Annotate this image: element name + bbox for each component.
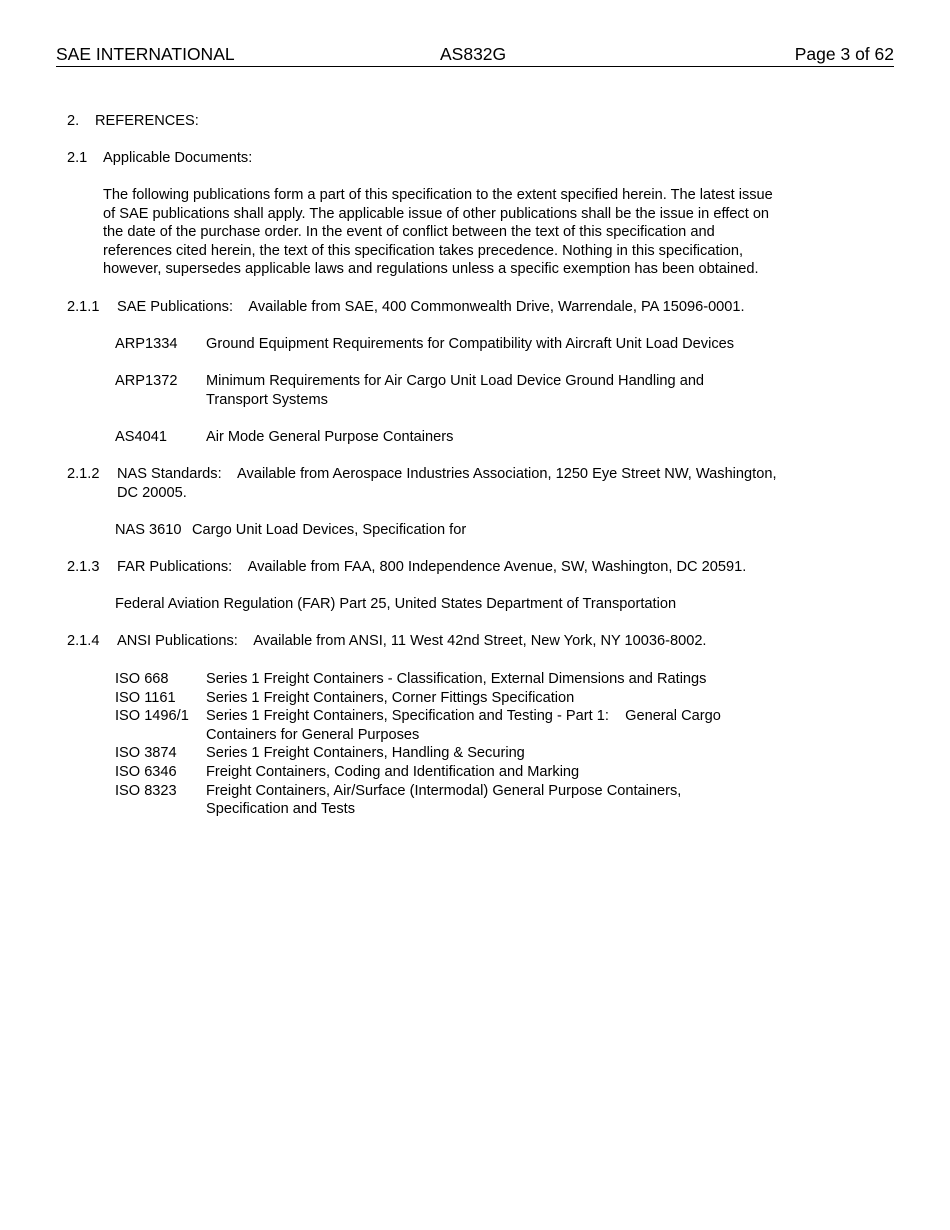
- applicable-documents-paragraph: [103, 186, 773, 279]
- reference-title: Cargo Unit Load Devices, Specification for: [192, 522, 467, 538]
- reference-id: ARP1372: [115, 373, 178, 389]
- paragraph-line: the date of the purchase order. In the event of conflict between the text of this specification and: [103, 224, 715, 241]
- subsection-title: Applicable Documents:: [103, 150, 253, 166]
- ansi-number: 2.1.4: [67, 633, 100, 649]
- ansi-text: ANSI Publications: Available from ANSI, 11 West 42nd Street, New York, NY 10036-8002.: [117, 633, 707, 649]
- reference-title: Ground Equipment Requirements for Compatibility with Aircraft Unit Load Devices: [206, 336, 735, 352]
- sae-text: SAE Publications: Available from SAE, 400 Commonwealth Drive, Warrendale, PA 15096-0001.: [117, 299, 745, 315]
- section-number: 2.: [67, 113, 80, 129]
- section-title: REFERENCES:: [95, 113, 199, 129]
- reference-id: ISO 6346: [115, 764, 177, 780]
- reference-title-cont: Transport Systems: [206, 392, 328, 408]
- reference-title: Series 1 Freight Containers, Handling & Securing: [206, 745, 525, 761]
- reference-id: ISO 1161: [115, 690, 176, 706]
- nas-number: 2.1.2: [67, 466, 100, 482]
- reference-title: Freight Containers, Air/Surface (Intermodal) General Purpose Containers,: [206, 783, 682, 799]
- sae-number: 2.1.1: [67, 299, 100, 315]
- far-document: Federal Aviation Regulation (FAR) Part 25, United States Department of Transportation: [115, 596, 677, 612]
- subsection-number: 2.1: [67, 150, 88, 166]
- header-org: SAE INTERNATIONAL: [56, 44, 235, 64]
- paragraph-line: however, supersedes applicable laws and regulations unless a specific exemption has been obtained.: [103, 261, 759, 278]
- reference-id: ISO 1496/1: [115, 708, 189, 724]
- far-text: FAR Publications: Available from FAA, 800 Independence Avenue, SW, Washington, DC 20591.: [117, 559, 747, 575]
- reference-id: ISO 668: [115, 671, 169, 687]
- paragraph-line: of SAE publications shall apply. The applicable issue of other publications shall be the issue in effect on: [103, 205, 770, 222]
- nas-text: NAS Standards: Available from Aerospace Industries Association, 1250 Eye Street NW, Washington,: [117, 466, 777, 482]
- paragraph-line: The following publications form a part of this specification to the extent specified herein. The latest issue: [103, 187, 773, 203]
- page-header: [56, 44, 894, 67]
- reference-id: ISO 8323: [115, 783, 177, 799]
- reference-id: ISO 3874: [115, 745, 177, 761]
- reference-title: Series 1 Freight Containers - Classification, External Dimensions and Ratings: [206, 671, 707, 687]
- reference-id: AS4041: [115, 429, 167, 445]
- reference-title: Minimum Requirements for Air Cargo Unit Load Device Ground Handling and: [206, 373, 705, 389]
- far-number: 2.1.3: [67, 559, 100, 575]
- reference-title: Series 1 Freight Containers, Specification and Testing - Part 1: General Cargo: [206, 708, 721, 724]
- header-doc-number: AS832G: [440, 44, 507, 64]
- nas-text-cont: DC 20005.: [117, 485, 187, 501]
- paragraph-line: references cited herein, the text of this specification takes precedence. Nothing in this specification,: [103, 242, 744, 259]
- header-page-number: Page 3 of 62: [794, 44, 894, 64]
- reference-title: Series 1 Freight Containers, Corner Fittings Specification: [206, 690, 575, 706]
- reference-id: NAS 3610: [115, 522, 182, 538]
- reference-id: ARP1334: [115, 336, 178, 352]
- reference-title-cont: Specification and Tests: [206, 801, 356, 817]
- reference-title: Air Mode General Purpose Containers: [206, 429, 454, 445]
- reference-title-cont: Containers for General Purposes: [206, 727, 420, 743]
- reference-title: Freight Containers, Coding and Identification and Marking: [206, 764, 580, 780]
